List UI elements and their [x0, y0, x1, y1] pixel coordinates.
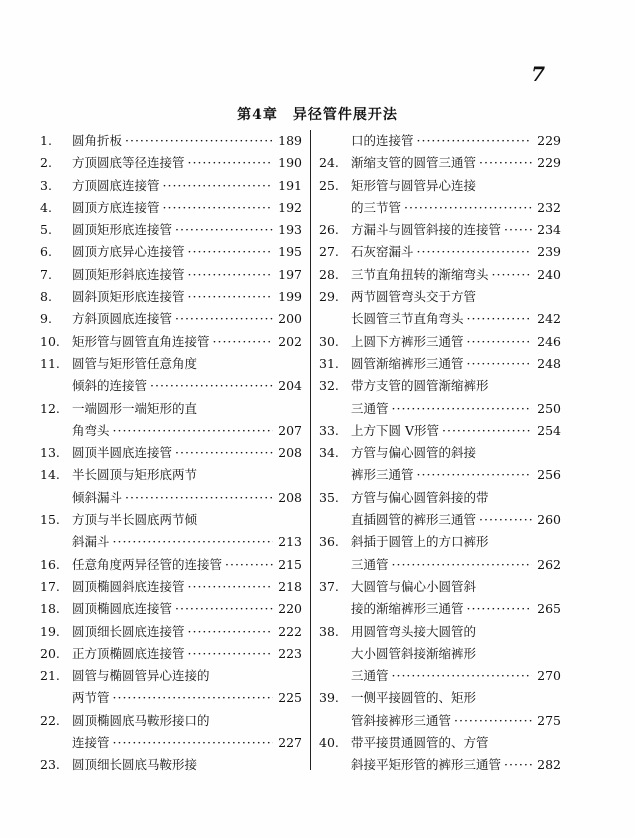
entry-title: 方顶与半长圆底两节倾: [72, 512, 198, 528]
entry-number: 39.: [319, 690, 339, 706]
entry-number: 24.: [319, 155, 339, 171]
leader-dots: [125, 130, 273, 152]
entry-title: 三通管: [351, 556, 389, 572]
entry-page: 260: [537, 512, 561, 528]
toc-entry-line: [40, 643, 302, 665]
entry-number: 17.: [40, 578, 60, 594]
leader-dots: [504, 219, 532, 241]
entry-title: 斜接平矩形管的裤形三通管: [351, 757, 502, 773]
entry-number: 16.: [40, 556, 60, 572]
leader-dots: [113, 531, 273, 553]
toc-entry-line: [319, 687, 561, 709]
entry-title: 大小圆管斜接渐缩裤形: [351, 645, 477, 661]
leader-dots: [417, 130, 532, 152]
entry-title: 圆角折板: [72, 133, 123, 148]
toc-entry-line: [40, 464, 302, 486]
toc-entry-line: [319, 308, 561, 330]
entry-number: 35.: [319, 489, 339, 505]
entry-page: 223: [278, 645, 302, 661]
entry-number: 23.: [40, 757, 60, 773]
entry-number: 25.: [319, 177, 339, 193]
entry-title: 圆顶细长圆底马鞍形接: [72, 757, 198, 773]
entry-number: 6.: [40, 244, 52, 260]
entry-title: 方管与偏心圆管斜接的带: [351, 489, 489, 505]
entry-title: 圆顶椭圆底连接管: [72, 601, 173, 617]
entry-title: 长圆管三节直角弯头: [351, 311, 464, 327]
entry-page: 192: [278, 199, 302, 215]
entry-title: 圆顶细长圆底连接管: [72, 623, 185, 639]
entry-title: 口的连接管: [351, 133, 414, 148]
entry-title: 任意角度两异径管的连接管: [72, 556, 223, 572]
entry-page: 190: [278, 155, 302, 171]
entry-page: 227: [278, 735, 302, 751]
toc-entry-line: [40, 710, 302, 732]
entry-title: 用圆管弯头接大圆管的: [351, 623, 477, 639]
entry-page: 220: [278, 601, 302, 617]
leader-dots: [175, 598, 273, 620]
entry-title: 方漏斗与圆管斜接的连接管: [351, 222, 502, 238]
entry-title: 圆顶椭圆底马鞍形接口的: [72, 712, 210, 728]
entry-title: 圆顶方底异心连接管: [72, 244, 185, 260]
leader-dots: [479, 509, 532, 531]
leader-dots: [188, 241, 273, 263]
toc-entry-line: [319, 130, 561, 152]
toc-entry-line: [40, 687, 302, 709]
entry-page: 262: [537, 556, 561, 572]
entry-title: 斜插于圆管上的方口裤形: [351, 534, 489, 550]
entry-page: 215: [278, 556, 302, 572]
entry-page: 189: [278, 133, 302, 148]
toc-entry-line: [319, 732, 561, 754]
entry-title: 裤形三通管: [351, 467, 414, 483]
entry-title: 直插圆管的裤形三通管: [351, 512, 477, 528]
leader-dots: [188, 621, 273, 643]
entry-number: 22.: [40, 712, 60, 728]
toc-entry-line: [40, 375, 302, 397]
entry-page: 207: [278, 422, 302, 438]
toc-entry-line: [40, 197, 302, 219]
entry-page: 248: [537, 355, 561, 371]
entry-page: 229: [537, 155, 561, 171]
toc-entry-line: [319, 241, 561, 263]
leader-dots: [213, 331, 273, 353]
entry-title: 石灰窑漏斗: [351, 244, 414, 260]
toc-entry-line: [319, 219, 561, 241]
entry-page: 234: [537, 222, 561, 238]
toc-right-column: [311, 130, 561, 773]
entry-number: 28.: [319, 266, 339, 282]
toc-entry-line: [40, 241, 302, 263]
toc-entry-line: [319, 531, 561, 553]
leader-dots: [467, 308, 532, 330]
entry-title: 圆管与矩形管任意角度: [72, 355, 198, 371]
entry-page: 197: [278, 266, 302, 282]
entry-title: 圆顶半圆底连接管: [72, 445, 173, 461]
entry-title: 渐缩支管的圆管三通管: [351, 155, 477, 171]
entry-title: 圆管渐缩裤形三通管: [351, 355, 464, 371]
entry-number: 10.: [40, 333, 60, 349]
toc-entry-line: [40, 420, 302, 442]
entry-number: 2.: [40, 155, 52, 171]
leader-dots: [163, 197, 273, 219]
toc-entry-line: [40, 353, 302, 375]
toc-entry-line: [319, 576, 561, 598]
leader-dots: [113, 687, 273, 709]
entry-number: 33.: [319, 422, 339, 438]
entry-title: 三节直角扭转的渐缩弯头: [351, 266, 489, 282]
entry-title: 方顶圆底连接管: [72, 177, 160, 193]
toc-entry-line: [40, 152, 302, 174]
toc-entry-line: [40, 442, 302, 464]
toc-entry-line: [40, 754, 302, 776]
entry-page: 208: [278, 489, 302, 505]
leader-dots: [504, 754, 532, 776]
leader-dots: [188, 152, 273, 174]
entry-page: 232: [537, 199, 561, 215]
leader-dots: [163, 175, 273, 197]
entry-number: 5.: [40, 222, 52, 238]
entry-number: 4.: [40, 199, 52, 215]
chapter-title: 第4章 异径管件展开法: [237, 107, 398, 123]
toc-entry-line: [40, 219, 302, 241]
leader-dots: [392, 554, 532, 576]
entry-page: 208: [278, 445, 302, 461]
toc-entry-line: [319, 264, 561, 286]
entry-title: 倾斜的连接管: [72, 378, 148, 394]
toc-entry-line: [319, 398, 561, 420]
leader-dots: [175, 308, 273, 330]
toc-entry-line: [319, 754, 561, 776]
toc-entry-line: [40, 286, 302, 308]
leader-dots: [188, 576, 273, 598]
entry-number: 1.: [40, 133, 52, 148]
entry-title: 角弯头: [72, 422, 110, 438]
entry-number: 32.: [319, 378, 339, 394]
toc-entry-line: [40, 509, 302, 531]
toc-entry-line: [40, 732, 302, 754]
entry-number: 14.: [40, 467, 60, 483]
entry-page: 225: [278, 690, 302, 706]
entry-page: 246: [537, 333, 561, 349]
toc-entry-line: [319, 375, 561, 397]
toc-left-column: [40, 130, 311, 773]
page-number: 7: [531, 62, 545, 86]
toc-entry-line: [40, 331, 302, 353]
entry-title: 倾斜漏斗: [72, 489, 123, 505]
entry-title: 三通管: [351, 668, 389, 684]
entry-title: 斜漏斗: [72, 534, 110, 550]
entry-title: 管斜接裤形三通管: [351, 712, 452, 728]
entry-page: 204: [278, 378, 302, 394]
entry-page: 265: [537, 601, 561, 617]
entry-number: 36.: [319, 534, 339, 550]
toc-entry-line: [319, 598, 561, 620]
leader-dots: [492, 264, 532, 286]
entry-page: 240: [537, 266, 561, 282]
entry-page: 222: [278, 623, 302, 639]
entry-title: 方斜顶圆底连接管: [72, 311, 173, 327]
leader-dots: [125, 487, 273, 509]
leader-dots: [225, 554, 273, 576]
toc-entry-line: [40, 264, 302, 286]
toc-entry-line: [40, 175, 302, 197]
toc-entry-line: [40, 130, 302, 152]
leader-dots: [467, 353, 532, 375]
toc-entry-line: [319, 175, 561, 197]
table-of-contents: [40, 130, 561, 773]
entry-title: 两节圆管弯头交于方管: [351, 289, 477, 305]
entry-page: 270: [537, 668, 561, 684]
entry-title: 一端圆形一端矩形的直: [72, 400, 198, 416]
leader-dots: [150, 375, 273, 397]
entry-number: 15.: [40, 512, 60, 528]
entry-number: 12.: [40, 400, 60, 416]
toc-entry-line: [319, 710, 561, 732]
leader-dots: [188, 643, 273, 665]
toc-entry-line: [319, 353, 561, 375]
leader-dots: [392, 665, 532, 687]
entry-number: 29.: [319, 289, 339, 305]
entry-title: 两节管: [72, 690, 110, 706]
toc-entry-line: [319, 286, 561, 308]
leader-dots: [188, 286, 273, 308]
entry-title: 接的渐缩裤形三通管: [351, 601, 464, 617]
entry-page: 256: [537, 467, 561, 483]
entry-number: 21.: [40, 668, 60, 684]
toc-entry-line: [40, 598, 302, 620]
entry-page: 250: [537, 400, 561, 416]
entry-title: 三通管: [351, 400, 389, 416]
leader-dots: [442, 420, 532, 442]
entry-page: 202: [278, 333, 302, 349]
toc-entry-line: [319, 554, 561, 576]
toc-entry-line: [319, 464, 561, 486]
entry-title: 圆顶方底连接管: [72, 199, 160, 215]
entry-number: 26.: [319, 222, 339, 238]
toc-entry-line: [319, 442, 561, 464]
entry-page: 191: [278, 177, 302, 193]
entry-title: 连接管: [72, 735, 110, 751]
entry-page: 275: [537, 712, 561, 728]
leader-dots: [175, 219, 273, 241]
toc-entry-line: [40, 665, 302, 687]
toc-entry-line: [40, 576, 302, 598]
entry-title: 上圆下方裤形三通管: [351, 333, 464, 349]
toc-entry-line: [40, 398, 302, 420]
entry-title: 方顶圆底等径连接管: [72, 155, 185, 171]
leader-dots: [479, 152, 532, 174]
toc-entry-line: [319, 331, 561, 353]
toc-entry-line: [319, 665, 561, 687]
entry-number: 18.: [40, 601, 60, 617]
entry-number: 9.: [40, 311, 52, 327]
entry-title: 方管与偏心圆管的斜接: [351, 445, 477, 461]
toc-entry-line: [319, 643, 561, 665]
leader-dots: [467, 598, 532, 620]
entry-number: 37.: [319, 578, 339, 594]
leader-dots: [467, 331, 532, 353]
entry-title: 上方下圆 V形管: [351, 422, 440, 438]
entry-title: 带方支管的圆管渐缩裤形: [351, 378, 489, 394]
leader-dots: [188, 264, 273, 286]
entry-title: 半长圆顶与矩形底两节: [72, 467, 198, 483]
entry-title: 矩形管与圆管异心连接: [351, 177, 477, 193]
entry-page: 195: [278, 244, 302, 260]
leader-dots: [417, 464, 532, 486]
entry-number: 3.: [40, 177, 52, 193]
entry-title: 大圆管与偏心小圆管斜: [351, 578, 477, 594]
entry-page: 200: [278, 311, 302, 327]
entry-page: 282: [537, 757, 561, 773]
toc-entry-line: [319, 621, 561, 643]
entry-page: 193: [278, 222, 302, 238]
entry-page: 229: [537, 133, 561, 148]
entry-title: 矩形管与圆管直角连接管: [72, 333, 210, 349]
leader-dots: [392, 398, 532, 420]
toc-entry-line: [40, 531, 302, 553]
entry-title: 圆顶矩形斜底连接管: [72, 266, 185, 282]
toc-entry-line: [40, 487, 302, 509]
entry-title: 的三节管: [351, 199, 402, 215]
entry-title: 正方顶椭圆底连接管: [72, 645, 185, 661]
entry-page: 242: [537, 311, 561, 327]
entry-number: 11.: [40, 355, 60, 371]
entry-number: 19.: [40, 623, 60, 639]
leader-dots: [454, 710, 532, 732]
leader-dots: [404, 197, 532, 219]
toc-entry-line: [319, 197, 561, 219]
entry-number: 40.: [319, 735, 339, 751]
entry-title: 带平接贯通圆管的、方管: [351, 735, 489, 751]
toc-entry-line: [319, 509, 561, 531]
entry-number: 7.: [40, 266, 52, 282]
entry-number: 8.: [40, 289, 52, 305]
entry-number: 34.: [319, 445, 339, 461]
entry-number: 27.: [319, 244, 339, 260]
toc-entry-line: [319, 152, 561, 174]
entry-title: 圆斜顶矩形底连接管: [72, 289, 185, 305]
entry-page: 199: [278, 289, 302, 305]
entry-number: 38.: [319, 623, 339, 639]
leader-dots: [417, 241, 532, 263]
entry-number: 13.: [40, 445, 60, 461]
entry-title: 圆管与椭圆管异心连接的: [72, 668, 210, 684]
entry-title: 圆顶椭圆斜底连接管: [72, 578, 185, 594]
entry-title: 一侧平接圆管的、矩形: [351, 690, 477, 706]
toc-entry-line: [40, 308, 302, 330]
entry-number: 30.: [319, 333, 339, 349]
entry-title: 圆顶矩形底连接管: [72, 222, 173, 238]
entry-page: 218: [278, 578, 302, 594]
toc-entry-line: [319, 487, 561, 509]
leader-dots: [113, 420, 273, 442]
entry-page: 239: [537, 244, 561, 260]
leader-dots: [113, 732, 273, 754]
entry-page: 254: [537, 422, 561, 438]
entry-number: 20.: [40, 645, 60, 661]
toc-entry-line: [40, 554, 302, 576]
toc-entry-line: [40, 621, 302, 643]
entry-number: 31.: [319, 355, 339, 371]
leader-dots: [175, 442, 273, 464]
entry-page: 213: [278, 534, 302, 550]
toc-entry-line: [319, 420, 561, 442]
